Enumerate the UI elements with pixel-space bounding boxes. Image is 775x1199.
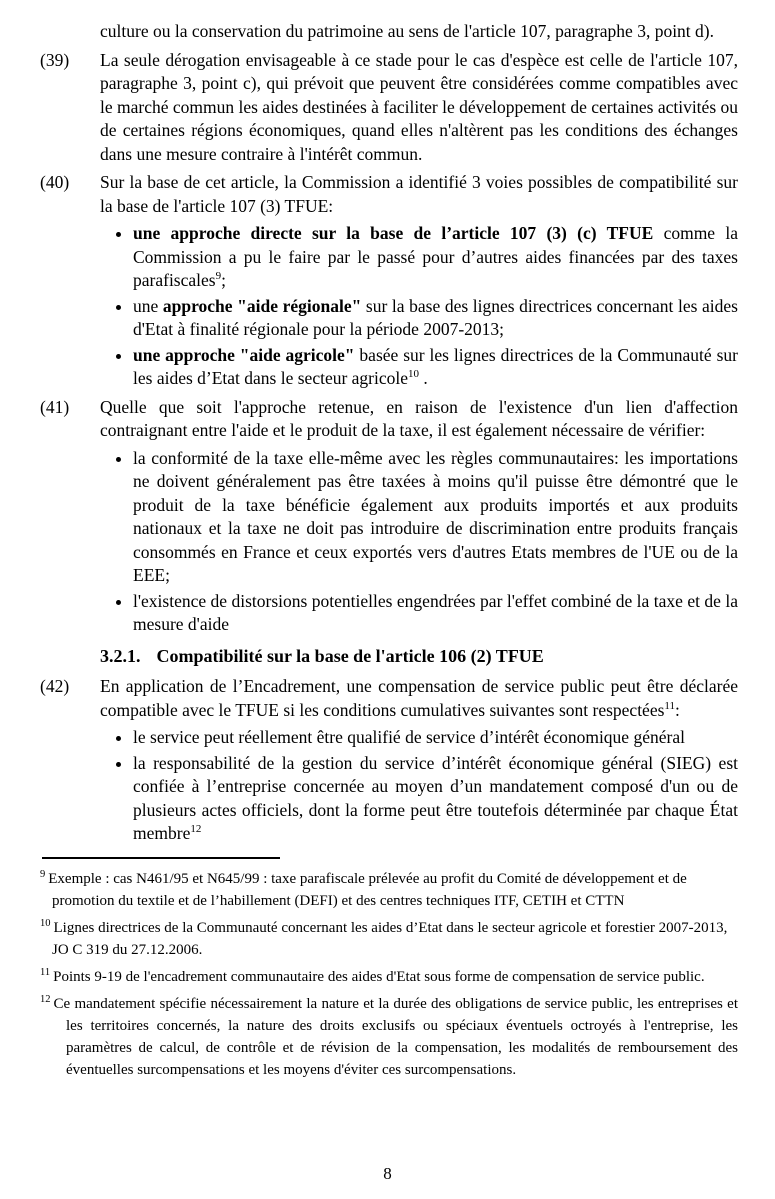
list-item (133, 590, 738, 637)
page-number: 8 (383, 1164, 392, 1183)
paragraph-text (100, 675, 738, 722)
footnote-number: 11 (40, 966, 51, 978)
paragraph-40 (40, 171, 738, 391)
footnote-ref-12: 12 (190, 823, 202, 836)
bullet-text: comme la Commission a pu le faire par le passé pour d’autres aides financées par des taxes parafiscales (133, 223, 738, 290)
heading-3-2-1 (100, 645, 738, 669)
paragraph-continuation (40, 20, 738, 44)
footnote-ref-11: 11 (664, 699, 675, 712)
footnote-ref-9: 9 (215, 270, 222, 283)
footnote-separator (42, 857, 280, 859)
bullet-text-tail: ; (221, 270, 226, 290)
list-item (133, 726, 738, 750)
list-item (133, 447, 738, 588)
footnote-11 (40, 966, 738, 988)
list-item (133, 752, 738, 846)
bullet-text: l'existence de distorsions potentielles engendrées par l'effet combiné de la taxe et de la mesure d'aide (133, 590, 738, 634)
bullet-text: sur la base des lignes directrices concernant les aides d'Etat à finalité régionale pour la période 2007-2013; (133, 295, 738, 339)
paragraph-42 (40, 675, 738, 846)
paragraph-text: culture ou la conservation du patrimoine au sens de l'article 107, paragraphe 3, point d). (100, 21, 714, 41)
paragraph-39 (40, 49, 738, 167)
bullet-emphasis: approche "aide régionale" (162, 295, 362, 316)
bullet-text: basée sur les lignes directrices de la Communauté sur les aides d’Etat dans le secteur agricole (133, 344, 738, 388)
paragraph-number-empty (40, 20, 100, 44)
bullet-text: le service peut réellement être qualifié de service d’intérêt économique général (133, 727, 685, 747)
list-item (133, 222, 738, 293)
bullet-list (100, 726, 738, 846)
paragraph-body (100, 396, 738, 637)
paragraph-text-tail: : (675, 699, 680, 720)
footnote-number: 10 (40, 917, 51, 929)
paragraph-number: (41) (40, 396, 70, 417)
footnote-text: Exemple : cas N461/95 et N645/99 : taxe parafiscale prélevée au profit du Comité de développement et de promotion du textile et de l’habillement (DEFI) et des centres techniques ITF, CETIH et CTTN (48, 870, 687, 909)
footnote-number: 9 (40, 868, 46, 880)
paragraph-number: (40) (40, 172, 70, 192)
footnote-text: Ce mandatement spécifie nécessairement la nature et la durée des obligations de service public, les entreprises et les territoires concernés, la nature des droits exclusifs ou spéciaux éventuels octroyés à l'entreprise, les paramètres de calcul, de contrôle et de révision de la compensation, les modalités de remboursement des éventuelles surcompensations et les moyens d'éviter ces surcompensations. (53, 995, 738, 1078)
paragraph-text-main: En application de l’Encadrement, une compensation de service public peut être déclarée compatible avec le TFUE si les conditions cumulatives suivantes sont respectées (100, 676, 738, 720)
bullet-list (100, 447, 738, 637)
heading-number: 3.2.1. (100, 645, 141, 666)
paragraph-text: Quelle que soit l'approche retenue, en raison de l'existence d'un lien d'affection contraignant entre l'aide et le produit de la taxe, il est également nécessaire de vérifier: (100, 396, 738, 440)
paragraph-body (100, 171, 738, 391)
heading-title: Compatibilité sur la base de l'article 106 (2) TFUE (156, 645, 544, 666)
bullet-text: la responsabilité de la gestion du service d’intérêt économique général (SIEG) est confiée à l’entreprise concernée au moyen d’un mandatement composé d'un ou de plusieurs actes officiels, dont la forme peut être toutefois déterminée par chaque État membre (133, 752, 738, 843)
bullet-emphasis: une approche "aide agricole" (133, 344, 355, 365)
footnote-9 (40, 868, 738, 912)
footnote-text: Points 9-19 de l'encadrement communautaire des aides d'Etat sous forme de compensation de service public. (53, 968, 705, 985)
bullet-emphasis: une approche directe sur la base de l’article 107 (3) (c) TFUE (133, 223, 654, 243)
paragraph-41 (40, 396, 738, 637)
bullet-list (100, 222, 738, 391)
footnote-10 (40, 917, 738, 961)
list-item (133, 295, 738, 342)
footnote-text: Lignes directrices de la Communauté concernant les aides d’Etat dans le secteur agricole et forestier 2007-2013, JO C 319 du 27.12.2006. (52, 919, 728, 958)
footnote-12 (40, 993, 738, 1081)
bullet-text: une (133, 295, 163, 316)
document-content (40, 20, 738, 1081)
paragraph-text: La seule dérogation envisageable à ce stade pour le cas d'espèce est celle de l'article 107, paragraphe 3, point c), qui prévoit que peuvent être considérées comme compatibles avec le marché commun les aides destinées à faciliter le développement de certaines activités ou de certaines régions économiques, quand elles n'altèrent pas les conditions des échanges dans une mesure contraire à l'intérêt commun. (100, 49, 738, 164)
footnotes-section (40, 857, 738, 1081)
paragraph-number: (39) (40, 49, 70, 70)
bullet-text: la conformité de la taxe elle-même avec les règles communautaires: les importations ne doivent généralement pas être taxées à moins qu'il puisse être démontré que le produit de la taxe bénéficie également aux produits importés et aux produits nationaux et la taxe ne doit pas introduire de discrimination entre produits français consommés en France et ceux exportés vers d'autres Etats membres de l'UE ou de la EEE; (133, 447, 738, 585)
footnote-ref-10: 10 (408, 368, 420, 381)
bullet-text-tail: . (419, 368, 428, 388)
list-item (133, 344, 738, 391)
paragraph-body (100, 675, 738, 846)
footnote-number: 12 (40, 993, 51, 1005)
paragraph-number: (42) (40, 676, 70, 696)
paragraph-text: Sur la base de cet article, la Commission a identifié 3 voies possibles de compatibilité sur la base de l'article 107 (3) TFUE: (100, 172, 738, 216)
